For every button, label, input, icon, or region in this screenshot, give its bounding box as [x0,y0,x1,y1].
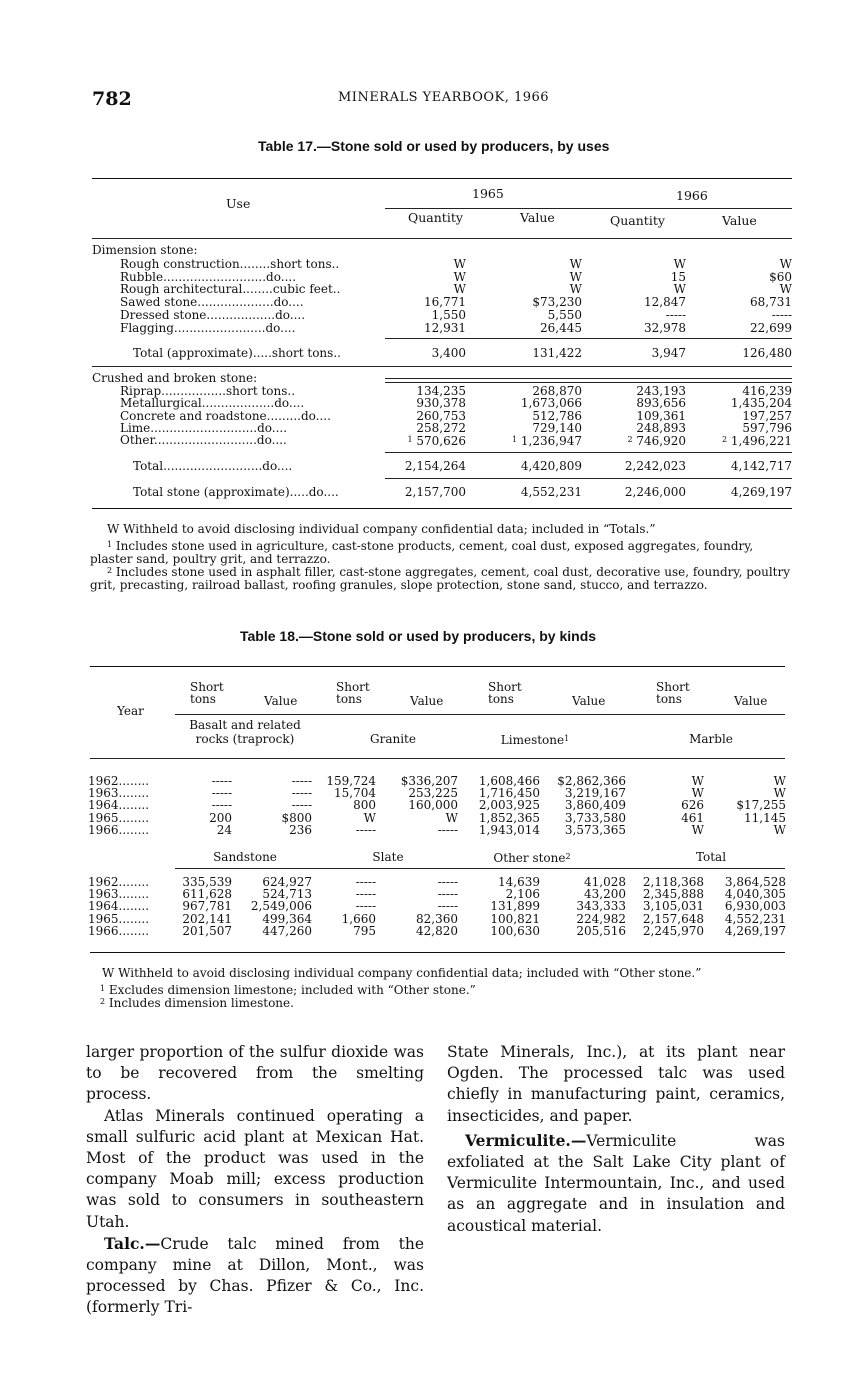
t17-dim-3-v65: $73,230 [532,295,582,310]
t18-top-4-c8: W [773,822,786,837]
t17-dim-0-v66: W [779,257,792,271]
t18-top-2-c2: ----- [291,798,312,813]
t17-crushtotal-q66: 2,242,023 [624,459,686,473]
t17-crush-2-q65: 260,753 [416,408,466,423]
t18-bot-3-c3: 1,660 [341,911,376,926]
t18-bot-0-c1: 335,539 [182,875,232,889]
t18-top-3-c8: 11,145 [744,810,786,825]
t18-bot-0-c7: 2,118,368 [642,875,704,889]
t17-crush-4-q66: $^2$ 746,920 [627,434,686,449]
t18-bot-1-c7: 2,345,888 [642,887,704,902]
t18-top-0-c7: W [691,774,704,788]
t17-crushtotal-label: Total..........................do.... [133,459,293,473]
table17-top-rule [92,178,792,179]
t18-bot-0-c6: 41,028 [584,875,626,889]
t18-note-2 [86,995,786,1010]
t17-bottom-rule [92,508,792,509]
t18-limestone-footnote-mark: 1 [564,734,570,743]
t18-head-rule [175,714,785,715]
t18-top-1-c2: ----- [291,786,312,801]
t18-bot-4-c7: 2,245,970 [642,923,704,938]
t18-bot-1-c2: 524,713 [262,887,312,902]
t17-dimtotal-label: Total (approximate).....short tons.. [133,346,341,360]
t18-top-rule [90,666,785,667]
t17-crush-2-v65: 512,786 [532,408,582,423]
t18-top-0-year: 1962........ [88,774,150,788]
t17-dim-3-label: Sawed stone....................do.... [120,295,304,310]
t18-top-1-c6: 3,219,167 [564,786,626,801]
t18-bot-2-c1: 967,781 [182,899,232,914]
t17-crush-0-v65: 268,870 [532,384,582,398]
t17-crush-0-v66: 416,239 [742,384,792,398]
t17-dim-4-q65: 1,550 [431,307,466,322]
left-para-1: larger proportion of the sulfur dioxide was to be recovered from the smelting process. [86,1043,424,1104]
t17-dim-3-v66: 68,731 [750,295,792,310]
t18-bot-1-c5: 2,106 [505,887,540,902]
t17-crush-3-v66: 597,796 [742,420,792,435]
t18-top-3-c1: 200 [209,810,232,825]
t18-top-1-c8: W [773,786,786,801]
t17-note-2 [90,564,792,592]
t18-top-0-c8: W [773,774,786,788]
t17-note-w: W Withheld to avoid disclosing individual company confidential data; included in “Totals.” [107,522,656,536]
t18-col-tons-1: tons [336,692,362,706]
t17-dim-2-label: Rough architectural........cubic feet.. [120,282,341,297]
t18-bot-3-c5: 100,821 [490,911,540,926]
right-column [447,1042,785,1237]
t18-kind-bottom-0: Sandstone [213,850,277,864]
t18-bot-0-c5: 14,639 [498,875,540,889]
t18-top-1-year: 1963........ [88,786,150,801]
t17-section-rule [92,366,792,367]
t18-bot-3-c4: 82,360 [416,911,458,926]
t18-kind-bottom-2: Other stone$^2$ [493,851,571,865]
t18-top-2-c3: 800 [353,798,376,813]
t17-dim-1-label: Rubble...........................do.... [120,269,297,284]
t18-bot-2-c4: ----- [437,899,458,914]
t17-dimtotal-v65: 131,422 [532,346,582,360]
t18-col-short-3: Short [656,680,690,694]
t17-crushtotal-v66: 4,142,717 [730,459,792,473]
t18-bot-3-year: 1965........ [88,911,150,926]
t17-dim-2-q65: W [453,282,466,297]
page-number: 782 [92,88,132,110]
t17-dim-5-q65: 12,931 [424,320,466,335]
t18-kind-bottom-1: Slate [372,850,404,864]
t17-grand-q66: 2,246,000 [624,485,686,499]
t18-note-1-text: Excludes dimension limestone; included with “Other stone.” [108,983,476,997]
t17-year-1966: 1966 [676,188,708,203]
t18-note-1-mark: 1 [100,984,106,993]
talc-heading: Talc.— [104,1233,161,1253]
t18-bottom-rule [90,952,785,953]
t18-bot-3-c7: 2,157,648 [642,911,704,926]
t17-grand-q65: 2,157,700 [404,485,466,499]
t18-kind-top-0: Basalt and related rocks (traprock) [189,718,301,746]
t18-top-3-c5: 1,852,365 [478,810,540,825]
t18-col-year: Year [117,704,144,718]
t17-grand-v66: 4,269,197 [730,485,792,499]
t17-dim-0-label: Rough construction........short tons.. [120,257,340,271]
t18-note-2-text: Includes dimension limestone. [108,996,294,1010]
t18-top-0-c1: ----- [211,774,232,788]
t17-crush-4-label: Other...........................do.... [120,433,287,448]
t17-col-v66: Value [722,213,757,228]
t17-dim-0-q66: W [673,257,686,271]
t18-top-2-c6: 3,860,409 [564,798,626,813]
t18-top-1-c5: 1,716,450 [478,786,540,801]
t17-dim-1-q65: W [453,269,466,284]
t17-crush-1-q66: 893,656 [636,396,686,411]
t18-col-tons-2: tons [488,692,514,706]
t18-top-3-c3: W [363,810,376,825]
t18-top-2-c5: 2,003,925 [478,798,540,813]
t17-dim-2-q66: W [673,282,686,297]
t18-top-3-year: 1965........ [88,810,150,825]
left-column [86,1042,424,1319]
t18-bot-2-c6: 343,333 [576,899,626,914]
t18-top-4-c6: 3,573,365 [564,822,626,837]
t17-dim-5-v65: 26,445 [540,320,582,335]
t17-crush-2-q66: 109,361 [636,408,686,423]
t18-top-2-c8: $17,255 [736,798,786,813]
t18-top-1-c3: 15,704 [334,786,376,801]
t18-bot-4-c8: 4,269,197 [724,923,786,938]
t18-top-3-c4: W [445,810,458,825]
t17-dim-3-q65: 16,771 [424,295,466,310]
t18-top-0-c5: 1,608,466 [478,774,540,788]
t17-dim-1-v65: W [569,269,582,284]
t18-col-value-2: Value [572,694,606,708]
t18-top-1-c1: ----- [211,786,232,801]
t18-top-4-c4: ----- [437,822,458,837]
t17-dim-4-v66: ----- [771,307,792,322]
t17-crush-3-q65: 258,272 [416,420,466,435]
t17-crush-0-q65: 134,235 [416,384,466,398]
t18-other-footnote-mark: 2 [565,852,571,861]
t18-bot-1-c6: 43,200 [584,887,626,902]
t17-dim-4-q66: ----- [665,307,686,322]
t18-bot-0-c2: 624,927 [262,875,312,889]
t18-bot-4-c1: 201,507 [182,923,232,938]
t17-crush-4-v66: $^2$ 1,496,221 [722,434,792,449]
t17-group-crushed: Crushed and broken stone: [92,371,258,385]
t17-crush-0-label: Riprap.................short tons.. [120,384,296,398]
t18-bot-1-c8: 4,040,305 [724,887,786,902]
t18-bot-4-c4: 42,820 [416,923,458,938]
t17-crush-1-q65: 930,378 [416,396,466,411]
t17-crush-1-v66: 1,435,204 [730,396,792,411]
t18-kinds-rule [175,868,785,869]
t18-top-2-c1: ----- [211,798,232,813]
t18-kind-bottom-3: Total [695,850,727,864]
t17-crush-4-v65: $^1$ 1,236,947 [512,434,582,449]
t18-kind-top-3: Marble [689,732,733,746]
t18-top-4-c3: ----- [355,822,376,837]
t17-grand-rule [385,478,792,479]
t17-dim-subtotal-rule [385,338,792,339]
t17-dimtotal-q65: 3,400 [431,346,466,360]
t17-crush-3-label: Lime............................do.... [120,420,288,435]
vermiculite-heading: Vermiculite.— [465,1130,587,1150]
t17-col-use: Use [226,196,251,211]
t18-col-value-3: Value [734,694,768,708]
t18-col-tons-0: tons [190,692,216,706]
t17-crush-1-label: Metallurgical...................do.... [120,396,305,411]
t17-header-rule [92,238,792,239]
t17-crush-0-q66: 243,193 [636,384,686,398]
t18-header-rule [90,758,785,759]
t17-dim-1-q66: 15 [670,269,686,284]
t17-crush-subtotal-rule [385,452,792,453]
t18-top-2-c4: 160,000 [408,798,458,813]
t17-crush-4-v66-footnote-mark: 2 [722,435,728,445]
t18-bot-2-c3: ----- [355,899,376,914]
t17-dim-5-label: Flagging........................do.... [120,320,296,335]
t18-bot-2-c2: 2,549,006 [250,899,312,914]
t17-dim-0-v65: W [569,257,582,271]
talc-text: Crude talc mined from the company mine at Dillon, Mont., was processed by Chas. Pfizer & Co., Inc. (formerly Tri- [86,1234,424,1317]
right-para-1: State Minerals, Inc.), at its plant near Ogden. The processed talc was used chiefly in manufacturing paint, ceramics, insecticides, and paper. [447,1043,785,1125]
t17-note-1 [90,538,792,566]
t18-top-4-c1: 24 [216,822,232,837]
t18-bot-4-c6: 205,516 [576,923,626,938]
t18-top-4-c7: W [691,822,704,837]
table17-title: Table 17.—Stone sold or used by producers, by uses [258,138,610,154]
t17-note-1-mark: 1 [107,540,113,549]
t17-crushtotal-q65: 2,154,264 [404,459,466,473]
t18-top-0-c4: $336,207 [400,774,458,788]
t18-col-short-1: Short [336,680,370,694]
t17-col-q65: Quantity [408,210,463,225]
t18-bot-3-c1: 202,141 [182,911,232,926]
t18-top-3-c7: 461 [681,810,704,825]
t18-bot-1-c1: 611,628 [182,887,232,902]
t17-crush-3-q66: 248,893 [636,420,686,435]
t17-dimtotal-v66: 126,480 [742,346,792,360]
t17-crush-4-q66-footnote-mark: 2 [627,435,633,445]
vermiculite-para [447,1130,785,1237]
t18-bot-0-year: 1962........ [88,875,150,889]
t18-bot-2-year: 1964........ [88,899,150,914]
t18-bot-1-c4: ----- [437,887,458,902]
t17-dim-2-v65: W [569,282,582,297]
talc-para [86,1233,424,1319]
t17-dim-0-q65: W [453,257,466,271]
t18-top-4-c2: 236 [289,822,312,837]
t18-bot-3-c8: 4,552,231 [724,911,786,926]
t18-bot-4-year: 1966........ [88,923,150,938]
t17-dim-4-v65: 5,550 [547,307,582,322]
t17-note-2-mark: 2 [107,566,113,575]
t18-top-2-year: 1964........ [88,798,150,813]
table18-title: Table 18.—Stone sold or used by producers, by kinds [240,628,597,644]
t18-bot-4-c3: 795 [353,923,376,938]
t17-crush-2-v66: 197,257 [742,408,792,423]
t17-crush-3-v65: 729,140 [532,420,582,435]
t18-bot-2-c8: 6,930,003 [724,899,786,914]
t18-col-short-0: Short [190,680,224,694]
t17-dim-5-q66: 32,978 [644,320,686,335]
t18-bot-0-c3: ----- [355,875,376,889]
t18-note-2-mark: 2 [100,997,106,1006]
t18-top-3-c6: 3,733,580 [564,810,626,825]
t17-dim-2-v66: W [779,282,792,297]
t18-bot-3-c6: 224,982 [576,911,626,926]
t17-note-2-text: Includes stone used in asphalt filler, cast-stone aggregates, cement, coal dust, decorative use, foundry, poultry grit, precasting, railroad ballast, roofing granules, slope protection, stone sand, stucco, and terrazzo. [90,565,791,592]
t18-col-tons-3: tons [656,692,682,706]
t17-crush-4-q65: $^1$ 570,626 [407,434,466,449]
t18-top-0-c6: $2,862,366 [557,774,626,788]
t18-col-value-0: Value [264,694,298,708]
t18-top-3-c2: $800 [281,810,312,825]
left-para-2: Atlas Minerals continued operating a small sulfuric acid plant at Mexican Hat. Most of the product was used in the company Moab mill; excess production was sold to consumers in southeastern Utah. [86,1106,424,1231]
t17-col-q66: Quantity [610,213,665,228]
t17-dimtotal-q66: 3,947 [651,346,686,360]
t18-bot-2-c7: 3,105,031 [642,899,704,914]
t18-bot-4-c2: 447,260 [262,923,312,938]
t17-crush-4-v65-footnote-mark: 1 [512,435,518,445]
t17-year-rule [385,208,792,209]
t17-group-dimension: Dimension stone: [92,243,198,257]
t18-top-0-c3: 159,724 [326,774,376,788]
t18-kind-top-1: Granite [370,732,416,746]
t17-crush-2-label: Concrete and roadstone.........do.... [120,408,331,423]
t18-bot-0-c4: ----- [437,875,458,889]
t17-crushed-rule-a [385,378,792,379]
t17-dim-1-v66: $60 [769,269,792,284]
t18-col-short-2: Short [488,680,522,694]
t18-kind-top-2: Limestone$^1$ [500,733,570,747]
t17-crush-1-v65: 1,673,066 [520,396,582,411]
t18-bot-1-year: 1963........ [88,887,150,902]
t17-dim-5-v66: 22,699 [750,320,792,335]
t18-note-w: W Withheld to avoid disclosing individual company confidential data; included with “Other stone.” [102,966,702,980]
t18-top-1-c4: 253,225 [408,786,458,801]
t18-top-4-year: 1966........ [88,822,150,837]
t17-grand-v65: 4,552,231 [520,485,582,499]
t17-dim-4-label: Dressed stone..................do.... [120,307,306,322]
t17-grand-label: Total stone (approximate).....do.... [133,485,339,499]
t17-crush-4-q65-footnote-mark: 1 [407,435,413,445]
t17-col-v65: Value [520,210,555,225]
t18-top-1-c7: W [691,786,704,801]
t17-year-1965: 1965 [472,186,504,201]
t18-top-2-c7: 626 [681,798,704,813]
t18-bot-0-c8: 3,864,528 [724,875,786,889]
t17-crushtotal-v65: 4,420,809 [520,459,582,473]
t18-bot-1-c3: ----- [355,887,376,902]
running-head: MINERALS YEARBOOK, 1966 [338,90,550,105]
vermiculite-text: Vermiculite was exfoliated at the Salt Lake City plant of Vermiculite Intermountain, Inc., and used as an aggregate and in insulation and acoustical material. [447,1131,785,1235]
t18-bot-4-c5: 100,630 [490,923,540,938]
t18-col-value-1: Value [410,694,444,708]
t17-dim-3-q66: 12,847 [644,295,686,310]
t17-note-1-text: Includes stone used in agriculture, cast-stone products, cement, coal dust, exposed aggregates, foundry, plaster sand, poultry grit, and terrazzo. [90,539,754,566]
t18-top-4-c5: 1,943,014 [478,822,540,837]
t17-crushed-rule-b [385,382,792,383]
t18-bot-3-c2: 499,364 [262,911,312,926]
t18-top-0-c2: ----- [291,774,312,788]
t18-bot-2-c5: 131,899 [490,899,540,914]
